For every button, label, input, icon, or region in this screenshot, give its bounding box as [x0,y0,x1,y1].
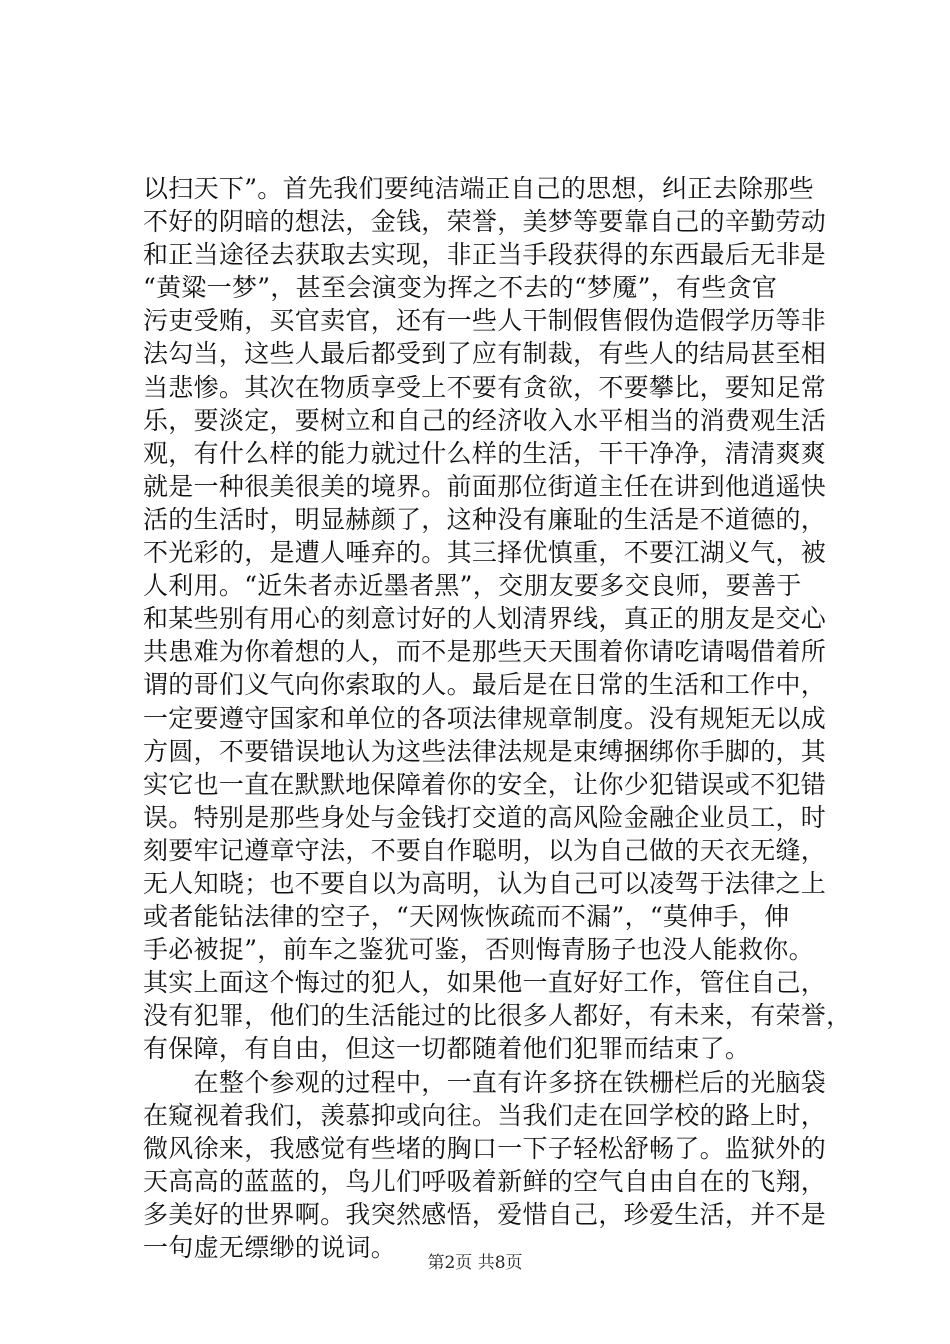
text-line: 活的生活时，明显赫颜了，这种没有廉耻的生活是不道德的， [143,504,827,534]
text-line: 在整个参观的过程中，一直有许多挤在铁栅栏后的光脑袋 [143,1067,827,1097]
text-line: “黄粱一梦”，甚至会演变为挥之不去的“梦魇”，有些贪官 [143,273,778,303]
text-line: 观，有什么样的能力就过什么样的生活，干干净净，清清爽爽 [143,438,827,468]
text-line: 当悲惨。其次在物质享受上不要有贪欲，不要攀比，要知足常 [143,372,827,402]
text-line: 人利用。“近朱者赤近墨者黑”，交朋友要多交良师，要善于 [143,571,802,601]
text-line: 共患难为你着想的人，而不是那些天天围着你请吃请喝借着所 [143,637,827,667]
text-line: 微风徐来，我感觉有些堵的胸口一下子轻松舒畅了。监狱外的 [143,1133,827,1163]
page-number: 第2页 共8页 [427,1253,523,1273]
text-line: 天高高的蓝蓝的，鸟儿们呼吸着新鲜的空气自由自在的飞翔， [143,1166,827,1196]
text-line: 刻要牢记遵章守法，不要自作聪明，以为自己做的天衣无缝， [143,835,827,865]
text-line: 有保障，有自由，但这一切都随着他们犯罪而结束了。 [143,1034,751,1064]
text-line: 和某些别有用心的刻意讨好的人划清界线，真正的朋友是交心 [143,604,827,634]
text-line: 其实上面这个悔过的犯人，如果他一直好好工作，管住自己， [143,968,827,998]
text-line: 一句虚无缥缈的说词。 [143,1233,397,1262]
text-line: 在窥视着我们，羡慕抑或向往。当我们走在回学校的路上时， [143,1100,827,1130]
text-line: 谓的哥们义气向你索取的人。最后是在日常的生活和工作中， [143,670,827,700]
text-line: 误。特别是那些身处与金钱打交道的高风险金融企业员工，时 [143,802,827,832]
text-line: 不光彩的，是遭人唾弃的。其三择优慎重，不要江湖义气，被 [143,538,827,568]
text-line: 手必被捉”，前车之鉴犹可鉴，否则悔青肠子也没人能救你。 [143,935,814,965]
text-line: 无人知晓；也不要自以为高明，认为自己可以凌驾于法律之上 [143,868,827,898]
text-line: 污吏受贿，买官卖官，还有一些人干制假售假伪造假学历等非 [143,306,827,336]
text-line: 不好的阴暗的想法，金钱，荣誉，美梦等要靠自己的辛勤劳动 [143,207,827,237]
text-line: 没有犯罪，他们的生活能过的比很多人都好，有未来，有荣誉， [143,1001,852,1031]
text-line: 以扫天下”。首先我们要纯洁端正自己的思想，纠正去除那些 [143,174,814,203]
text-line: 和正当途径去获取去实现，非正当手段获得的东西最后无非是 [143,240,827,270]
body-text [143,172,852,1264]
text-line: 方圆，不要错误地认为这些法律法规是束缚捆绑你手脚的，其 [143,736,827,766]
text-line: 法勾当，这些人最后都受到了应有制裁，有些人的结局甚至相 [143,339,827,369]
text-line: 或者能钻法律的空子，“天网恢恢疏而不漏”，“莫伸手，伸 [143,902,790,932]
text-line: 就是一种很美很美的境界。前面那位街道主任在讲到他逍遥快 [143,471,827,501]
text-line: 多美好的世界啊。我突然感悟，爱惜自己，珍爱生活，并不是 [143,1199,827,1229]
text-line: 一定要遵守国家和单位的各项法律规章制度。没有规矩无以成 [143,703,827,733]
text-line: 乐，要淡定，要树立和自己的经济收入水平相当的消费观生活 [143,405,827,435]
text-line: 实它也一直在默默地保障着你的安全，让你少犯错误或不犯错 [143,769,827,799]
page-footer [0,1252,950,1274]
